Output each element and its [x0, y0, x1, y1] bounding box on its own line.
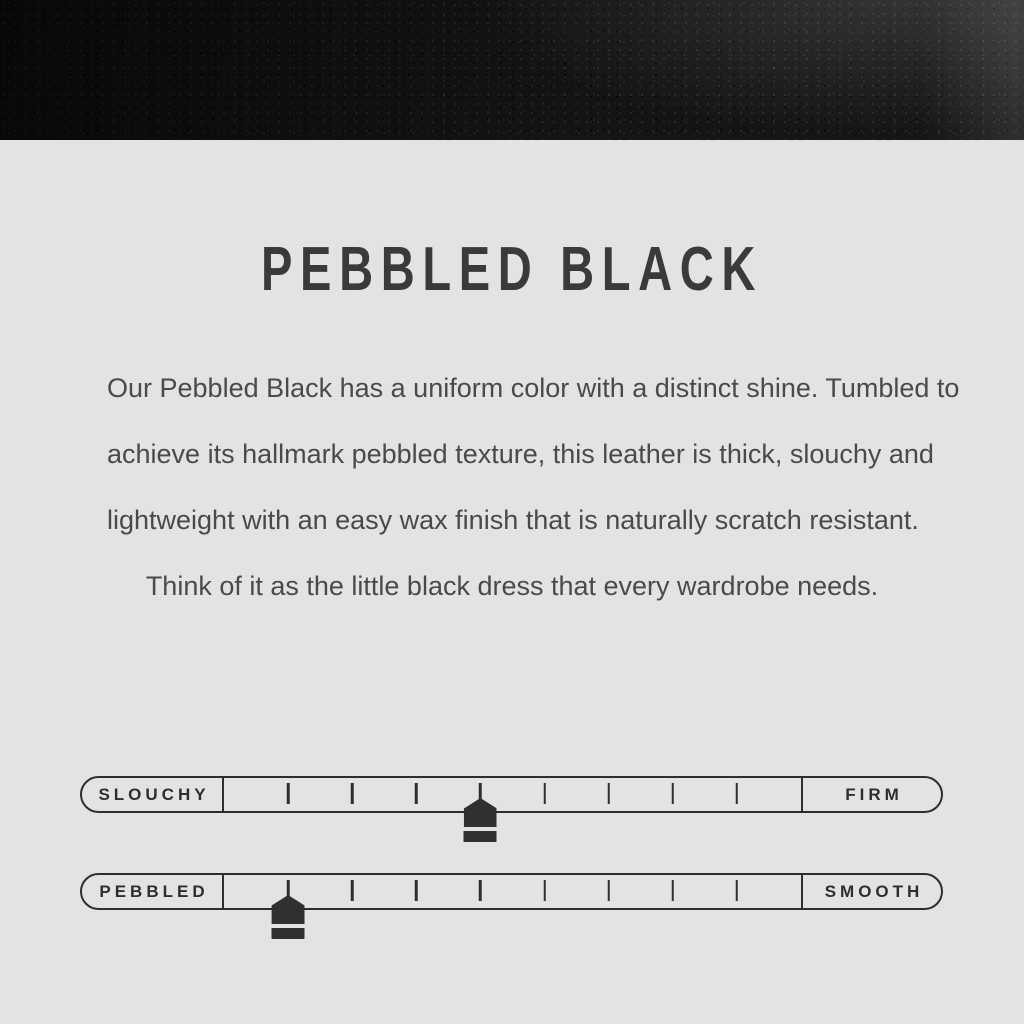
- scale-marker: [272, 895, 305, 939]
- scale-tick: [415, 880, 418, 901]
- marker-nib-icon: [272, 895, 305, 924]
- scale-tick: [351, 880, 354, 901]
- scale-tick: [543, 783, 546, 804]
- scale-right-label: SMOOTH: [824, 881, 924, 901]
- scale-slouchy-firm: [80, 776, 943, 813]
- scale-right-label: FIRM: [845, 784, 903, 804]
- scale-tick: [479, 880, 482, 901]
- description-line: achieve its hallmark pebbled texture, this leather is thick, slouchy and: [107, 439, 934, 469]
- scale-track: [222, 778, 803, 811]
- description-line: lightweight with an easy wax finish that is naturally scratch resistant.: [107, 505, 919, 535]
- scale-pebbled-smooth: [80, 873, 943, 910]
- scale-tick: [415, 783, 418, 804]
- scale-tick: [607, 783, 610, 804]
- scale-tick: [672, 880, 675, 901]
- scale-tick: [672, 783, 675, 804]
- scale-left-label: PEBBLED: [99, 881, 209, 901]
- product-description: [107, 355, 960, 619]
- description-line: Think of it as the little black dress that every wardrobe needs.: [145, 571, 879, 601]
- marker-base: [272, 928, 305, 939]
- scale-tick: [287, 783, 290, 804]
- scale-tick: [736, 880, 739, 901]
- scale-marker: [464, 798, 497, 842]
- leather-texture-image: [0, 0, 1024, 140]
- marker-base: [464, 831, 497, 842]
- scale-tick: [351, 783, 354, 804]
- description-line: Our Pebbled Black has a uniform color with a distinct shine. Tumbled to: [107, 373, 960, 403]
- scale-tick: [543, 880, 546, 901]
- scale-tick: [607, 880, 610, 901]
- marker-nib-icon: [464, 798, 497, 827]
- scale-left-label: SLOUCHY: [98, 784, 210, 804]
- scale-track: [222, 875, 803, 908]
- page-title: PEBBLED BLACK: [261, 235, 763, 304]
- scale-tick: [736, 783, 739, 804]
